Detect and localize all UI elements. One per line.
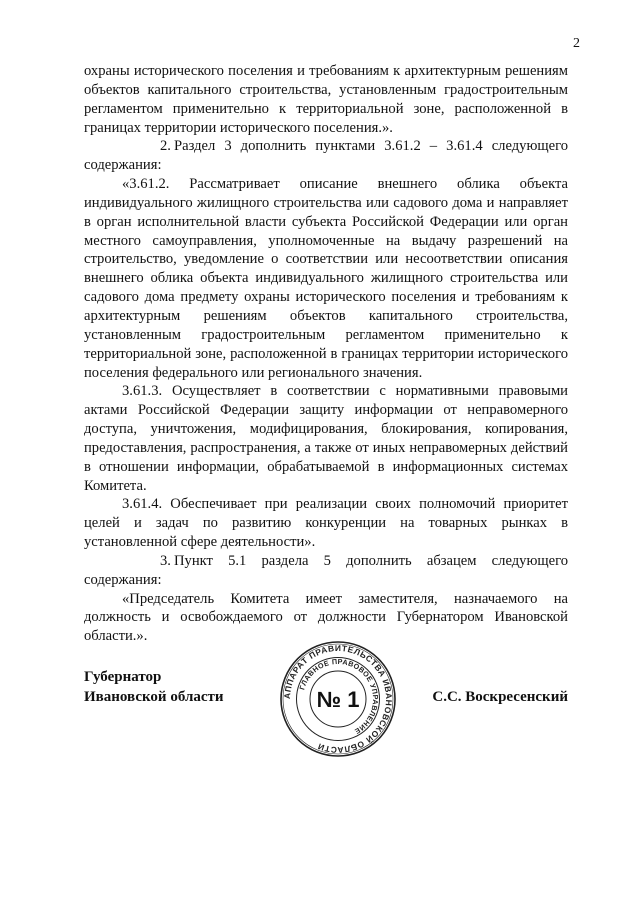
paragraph-3-61-3: 3.61.3. Осуществляет в соответствии с нормативными правовыми актами Российской Федерации защиту информации от неправомерного доступа, уничтожения, модифицирования, блокирования, копирования, предоставления, распространения, а также от иных неправомерных действий в отношении информации, обрабатываемой в информационных системах Комитета. — [84, 383, 568, 494]
signer-name: С.С. Воскресенский — [432, 689, 568, 705]
official-seal — [278, 639, 398, 759]
seal-graphic — [278, 639, 398, 759]
item-text: Раздел 3 дополнить пунктами 3.61.2 – 3.61.4 следующего содержания: — [84, 138, 568, 174]
document-body — [84, 62, 568, 646]
paragraph-item-2 — [84, 137, 568, 175]
item-text: Пункт 5.1 раздела 5 дополнить абзацем следующего содержания: — [84, 552, 568, 588]
item-number: 2. — [160, 138, 171, 155]
seal-number: № 1 — [316, 687, 360, 712]
paragraph-3-61-4: 3.61.4. Обеспечивает при реализации своих полномочий приоритет целей и задач по развитию конкуренции на товарных рынках в установленной сфере деятельности». — [84, 496, 568, 551]
seal-outer-text: АППАРАТ ПРАВИТЕЛЬСТВА ИВАНОВСКОЙ ОБЛАСТИ — [281, 642, 395, 756]
signer-title-line: Губернатор — [84, 669, 162, 685]
seal-inner-text: ГЛАВНОЕ ПРАВОВОЕ УПРАВЛЕНИЕ — [297, 656, 381, 737]
item-number: 3. — [160, 552, 171, 569]
paragraph-3-61-2: «3.61.2. Рассматривает описание внешнего облика объекта индивидуального жилищного строительства или садового дома и направляет в орган исполнительной власти субъекта Российской Федерации или орган местного самоуправления, уполномоченные на выдачу разрешений на строительство, уведомление о соответствии или несоответствии описания внешнего облика объекта индивидуального жилищного строительства или садового дома предмету охраны исторического поселения и требованиям к архитектурным решениям объектов капитального строительства, установленным градостроительным регламентом применительно к территориальной зоне, расположенной в границах территории исторического поселения федерального или регионального значения. — [84, 176, 568, 381]
signer-title-line: Ивановской области — [84, 689, 224, 705]
page-number: 2 — [573, 36, 580, 51]
signer-title — [84, 667, 224, 707]
paragraph-item-3 — [84, 552, 568, 590]
signature-block — [84, 642, 568, 756]
paragraph-continuation: охраны исторического поселения и требованиям к архитектурным решениям объектов капитального строительства, установленным градостроительным регламентом применительно к территориальной зоне, расположенной в границах территории исторического поселения.». — [84, 63, 568, 136]
paragraph-quote: «Председатель Комитета имеет заместителя, назначаемого на должность и освобождаемого от должности Губернатором Ивановской области.». — [84, 590, 568, 645]
